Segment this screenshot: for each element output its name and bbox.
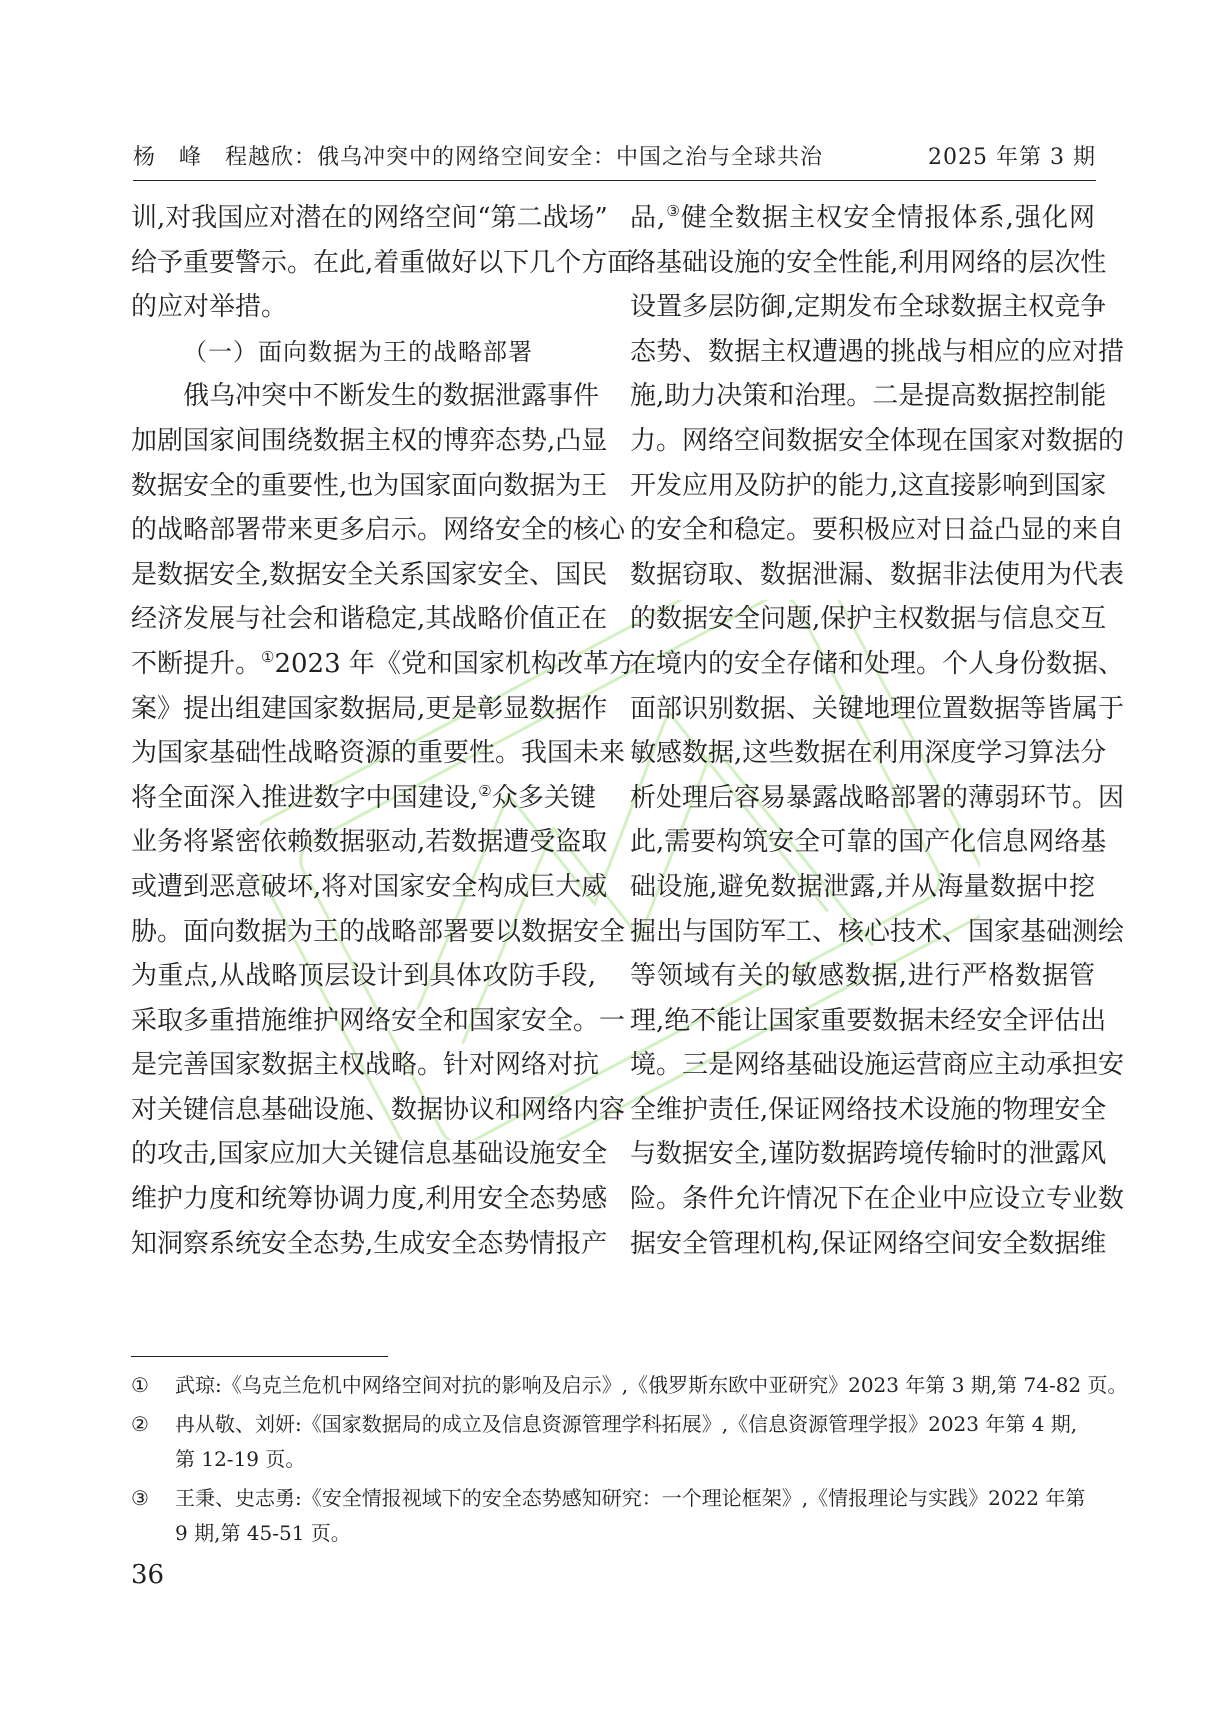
body-line: 络基础设施的安全性能,利用网络的层次性 [630, 247, 1107, 278]
body-line: 力。网络空间数据安全体现在国家对数据的 [630, 425, 1125, 456]
body-line: 险。条件允许情况下在企业中应设立专业数 [630, 1184, 1125, 1215]
body-line: 为国家基础性战略资源的重要性。我国未来 [131, 738, 626, 769]
footnote-number: ③ [131, 1486, 149, 1510]
body-line: 面部识别数据、关键地理位置数据等皆属于 [630, 693, 1125, 724]
body-line: 给予重要警示。在此,着重做好以下几个方面 [131, 247, 634, 278]
body-line: 础设施,避免数据泄露,并从海量数据中挖 [630, 871, 1095, 902]
body-line: 或遭到恶意破坏,将对国家安全构成巨大威 [131, 871, 608, 902]
body-line: 此,需要构筑安全可靠的国产化信息网络基 [630, 827, 1107, 858]
body-line: 设置多层防御,定期发布全球数据主权竞争 [630, 292, 1107, 323]
footnote-number: ② [131, 1412, 149, 1436]
footnote-ref-1[interactable]: ① [261, 647, 275, 666]
footnote-3 [131, 1481, 1098, 1551]
body-line: 施,助力决策和治理。二是提高数据控制能 [630, 381, 1107, 412]
left-column [131, 196, 635, 1266]
body-text: 不断提升。 [131, 648, 262, 679]
body-line: 为重点,从战略顶层设计到具体攻防手段, [131, 961, 596, 992]
body-line: 据安全管理机构,保证网络空间安全数据维 [630, 1228, 1107, 1259]
body-text: 将全面深入推进数字中国建设, [131, 782, 479, 813]
body-line [630, 196, 1095, 241]
running-header-title: 杨 峰 程越欣：俄乌冲突中的网络空间安全：中国之治与全球共治 [133, 145, 824, 170]
footnote-text [175, 1407, 1098, 1477]
body-text: 健全数据主权安全情报体系,强化网 [680, 203, 1096, 233]
body-line [131, 642, 635, 687]
body-line: 数据安全的重要性,也为国家面向数据为王 [131, 470, 608, 501]
body-line: 业务将紧密依赖数据驱动,若数据遭受盗取 [131, 827, 608, 858]
body-line: 掘出与国防军工、核心技术、国家基础测绘 [630, 916, 1125, 947]
header-rule [133, 180, 1096, 181]
body-line [131, 776, 596, 821]
body-line: 的攻击,国家应加大关键信息基础设施安全 [131, 1139, 608, 1170]
footnote-1 [131, 1368, 1128, 1403]
body-line: 胁。面向数据为王的战略部署要以数据安全 [131, 916, 626, 947]
body-line: 理,绝不能让国家重要数据未经安全评估出 [630, 1005, 1107, 1036]
body-line: 案》提出组建国家数据局,更是彰显数据作 [131, 693, 608, 724]
body-line: 知洞察系统安全态势,生成安全态势情报产 [131, 1228, 608, 1259]
body-line: 是数据安全,数据安全关系国家安全、国民 [131, 559, 608, 590]
footnote-rule [131, 1356, 388, 1357]
body-line: 的应对举措。 [131, 292, 288, 323]
footnote-line: 冉从敬、刘妍:《国家数据局的成立及信息资源管理学科拓展》,《信息资源管理学报》2023 年第 4 期, [175, 1412, 1078, 1436]
body-line: 与数据安全,谨防数据跨境传输时的泄露风 [630, 1139, 1107, 1170]
footnotes [131, 1368, 1128, 1555]
body-line: 敏感数据,这些数据在利用深度学习算法分 [630, 738, 1107, 769]
footnote-line: 9 期,第 45-51 页。 [175, 1521, 351, 1545]
footnote-line: 第 12-19 页。 [175, 1447, 306, 1471]
footnote-text [175, 1368, 1128, 1403]
body-line: 态势、数据主权遭遇的挑战与相应的应对措 [630, 336, 1125, 367]
body-text: 2023 年《党和国家机构改革方 [274, 648, 635, 679]
right-column [630, 196, 1125, 1266]
footnote-number: ① [131, 1373, 149, 1397]
footnote-line: 武琼:《乌克兰危机中网络空间对抗的影响及启示》,《俄罗斯东欧中亚研究》2023 年第 3 期,第 74-82 页。 [175, 1373, 1128, 1397]
body-line: 全维护责任,保证网络技术设施的物理安全 [630, 1094, 1107, 1125]
body-line: 是完善国家数据主权战略。针对网络对抗 [131, 1050, 600, 1081]
body-text: 众多关键 [491, 782, 596, 813]
body-line: 等领域有关的敏感数据,进行严格数据管 [630, 961, 1095, 992]
footnote-ref-2[interactable]: ② [478, 781, 492, 800]
body-line: 的数据安全问题,保护主权数据与信息交互 [630, 604, 1107, 635]
body-line: 俄乌冲突中不断发生的数据泄露事件 [183, 381, 600, 412]
footnote-ref-3[interactable]: ③ [665, 202, 681, 220]
body-line: 在境内的安全存储和处理。个人身份数据、 [630, 648, 1125, 679]
running-header-issue: 2025 年第 3 期 [928, 145, 1096, 170]
body-line: 经济发展与社会和谐稳定,其战略价值正在 [131, 604, 608, 635]
body-line: 开发应用及防护的能力,这直接影响到国家 [630, 470, 1107, 501]
body-line: 析处理后容易暴露战略部署的薄弱环节。因 [630, 782, 1125, 813]
body-line: 维护力度和统筹协调力度,利用安全态势感 [131, 1184, 608, 1215]
body-line: 训,对我国应对潜在的网络空间“第二战场” [131, 203, 608, 233]
body-line: 数据窃取、数据泄漏、数据非法使用为代表 [630, 559, 1125, 590]
body-line: 对关键信息基础设施、数据协议和网络内容 [131, 1094, 626, 1125]
footnote-text [175, 1481, 1098, 1551]
body-text: 品, [630, 203, 666, 233]
page-number: 36 [131, 1560, 165, 1590]
body-line: 采取多重措施维护网络安全和国家安全。一 [131, 1005, 626, 1036]
body-line: 境。三是网络基础设施运营商应主动承担安 [630, 1050, 1125, 1081]
section-subheading: （一）面向数据为王的战略部署 [183, 337, 533, 366]
body-line: 的战略部署带来更多启示。网络安全的核心 [131, 515, 626, 546]
body-line: 加剧国家间围绕数据主权的博弈态势,凸显 [131, 425, 608, 456]
footnote-2 [131, 1407, 1098, 1477]
running-header [133, 140, 1096, 180]
body-line: 的安全和稳定。要积极应对日益凸显的来自 [630, 515, 1125, 546]
footnote-line: 王秉、史志勇:《安全情报视域下的安全态势感知研究：一个理论框架》,《情报理论与实践》2022 年第 [175, 1486, 1086, 1510]
